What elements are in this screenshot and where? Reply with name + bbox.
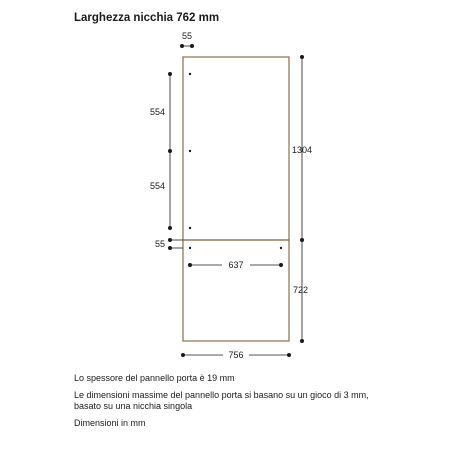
note-panel-clearance: Le dimensioni massime del pannello porta si basano su un gioco di 3 mm, basato su una nicchia singola — [74, 390, 369, 411]
mounting-hole — [189, 227, 191, 229]
note-panel-thickness: Lo spessore del pannello porta è 19 mm — [74, 373, 235, 383]
dim-upper-spacing-1: 554 — [149, 107, 165, 117]
mounting-hole — [189, 73, 191, 75]
note-units: Dimensioni in mm — [74, 418, 146, 428]
dim-total-height: 1304 — [292, 145, 313, 155]
page-title: Larghezza nicchia 762 mm — [74, 12, 220, 24]
dim-middle-offset: 55 — [154, 239, 165, 249]
dim-lower-height: 722 — [293, 285, 309, 295]
dim-top-offset: 55 — [181, 31, 193, 41]
mounting-hole — [280, 247, 282, 249]
lower-door-panel — [183, 240, 289, 341]
upper-door-panel — [183, 57, 289, 240]
mounting-hole — [189, 247, 191, 249]
notes-section — [74, 373, 369, 435]
mounting-hole — [189, 150, 191, 152]
dim-panel-width: 756 — [228, 350, 244, 360]
dim-upper-spacing-2: 554 — [149, 181, 165, 191]
dim-hole-spacing: 637 — [228, 260, 244, 270]
